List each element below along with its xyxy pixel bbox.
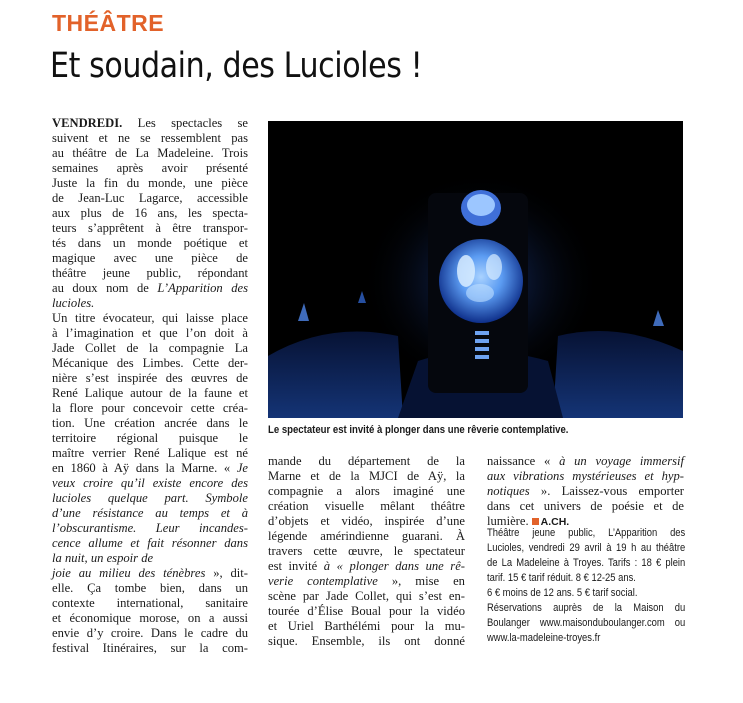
author-signature: A.CH. xyxy=(540,516,570,528)
text-line: de Jean-Luc Lagarce, accessible xyxy=(52,191,248,205)
text-line: mande du département de la xyxy=(268,454,465,468)
text-line: lumière. A.CH. xyxy=(487,514,570,528)
text-line: travers cette œuvre, le spectateur xyxy=(268,544,465,558)
text-line: cence allume et fait résonner dans xyxy=(52,536,248,550)
info-line: Réservations auprès de la Maison du xyxy=(487,602,686,614)
text-line: René Lalique autour de la faune et xyxy=(52,386,248,400)
text-line: contexte international, sanitaire xyxy=(52,596,248,610)
practical-info xyxy=(487,526,685,646)
text-line: création visuelle mêlant théâtre xyxy=(268,499,465,513)
text-line: naissance « à un voyage immersif xyxy=(487,454,684,468)
text-line: festival Itinéraires, sur la com- xyxy=(52,641,248,655)
text-line: envie d’y croire. Dans le cadre du xyxy=(52,626,248,640)
info-line: Lucioles, vendredi 29 avril à 19 h au théâtre xyxy=(487,542,686,554)
text-line: la nuit, un espoir de xyxy=(52,551,154,565)
info-line: Boulanger www.maisonduboulanger.com ou xyxy=(487,617,686,629)
text-line: maître verrier René Lalique est né xyxy=(52,446,248,460)
text-line: l’obscurantisme. Leur incandes- xyxy=(52,521,248,535)
text-line: veux croire qu’il existe encore des xyxy=(52,476,248,490)
text-line: à l’imagination et que l’on doit à xyxy=(52,326,248,340)
text-line: elle. Ça tombe bien, dans un xyxy=(52,581,248,595)
text-line: tés dans un monde poétique et xyxy=(52,236,248,250)
text-line: VENDREDI. Les spectacles se xyxy=(52,116,248,130)
text-line: Jade Collet de la compagnie La xyxy=(52,341,248,355)
text-line: est invité à « plonger dans une rê- xyxy=(268,559,465,573)
text-line: Juste la fin du monde, une pièce xyxy=(52,176,248,190)
article-column-1 xyxy=(52,116,248,656)
text-line: théâtre jeune public, répondant xyxy=(52,266,248,280)
text-line: légende amérindienne guarani. À xyxy=(268,529,465,543)
info-line: Théâtre jeune public, L’Apparition des xyxy=(487,527,686,539)
text-line: compagnie a alors imaginé une xyxy=(268,484,465,498)
text-line: Mécanique des Limbes. Cette der- xyxy=(52,356,248,370)
text-line: verie contemplative », mise en xyxy=(268,574,465,588)
text-line: d’objets et vidéo, inspirée d’une xyxy=(268,514,465,528)
text-line: territoire régional puisque le xyxy=(52,431,248,445)
text-line: dans cet univers de poésie et de xyxy=(487,499,684,513)
article-photo xyxy=(268,121,683,418)
text-line: lucioles quelque part. Symbole xyxy=(52,491,248,505)
section-rubric: THÉÂTRE xyxy=(52,10,165,36)
text-line: scène par Jade Collet, qui s’est en- xyxy=(268,589,465,603)
text-line: aux plus de 16 ans, les specta- xyxy=(52,206,248,220)
info-line: 6 € moins de 12 ans. 5 € tarif social. xyxy=(487,587,638,599)
text-line: sique. Ensemble, ils ont donné xyxy=(268,634,465,648)
info-line: www.la-madeleine-troyes.fr xyxy=(487,632,601,644)
text-line: magique avec une pièce de xyxy=(52,251,248,265)
text-line: Un titre évocateur, qui laisse place xyxy=(52,311,248,325)
text-line: suivent et ne se ressemblent pas xyxy=(52,131,248,145)
text-line: et économique morose, on a aussi xyxy=(52,611,248,625)
text-line: en 1860 à Aÿ dans la Marne. « Je xyxy=(52,461,248,475)
photo-caption: Le spectateur est invité à plonger dans une rêverie contemplative. xyxy=(268,424,569,436)
info-line: tarif. 15 € tarif réduit. 8 € 12-25 ans. xyxy=(487,572,636,584)
text-line: et Uriel Barthélémi pour la mu- xyxy=(268,619,465,633)
text-line: aux vibrations mystérieuses et hyp- xyxy=(487,469,684,483)
text-line: teurs s’apprêtent à être transpor- xyxy=(52,221,248,235)
text-line: au doux nom de L’Apparition des xyxy=(52,281,248,295)
signature-square-icon xyxy=(532,518,539,525)
article-headline: Et soudain, des Lucioles ! xyxy=(50,46,423,86)
info-line: de La Madeleine à Troyes. Tarifs : 18 € plein xyxy=(487,557,686,569)
text-line: notiques ». Laissez-vous emporter xyxy=(487,484,684,498)
text-line: d’une résistance au temps et à xyxy=(52,506,248,520)
text-line: tion. Une création ancrée dans le xyxy=(52,416,248,430)
text-line: semaines après avoir présenté xyxy=(52,161,248,175)
text-line: la flore pour concevoir cette créa- xyxy=(52,401,248,415)
article-column-2 xyxy=(268,454,465,649)
text-line: nière s’est inspirée des œuvres de xyxy=(52,371,248,385)
text-line: Marne et de la MJCI de Aÿ, la xyxy=(268,469,465,483)
text-line: lucioles. xyxy=(52,296,95,310)
text-line: tourée d’Élise Boual pour la vidéo xyxy=(268,604,465,618)
text-line: joie au milieu des ténèbres », dit- xyxy=(52,566,248,580)
text-line: au théâtre de La Madeleine. Trois xyxy=(52,146,248,160)
article-column-3 xyxy=(487,454,684,529)
stage-photo-illustration xyxy=(268,121,683,418)
